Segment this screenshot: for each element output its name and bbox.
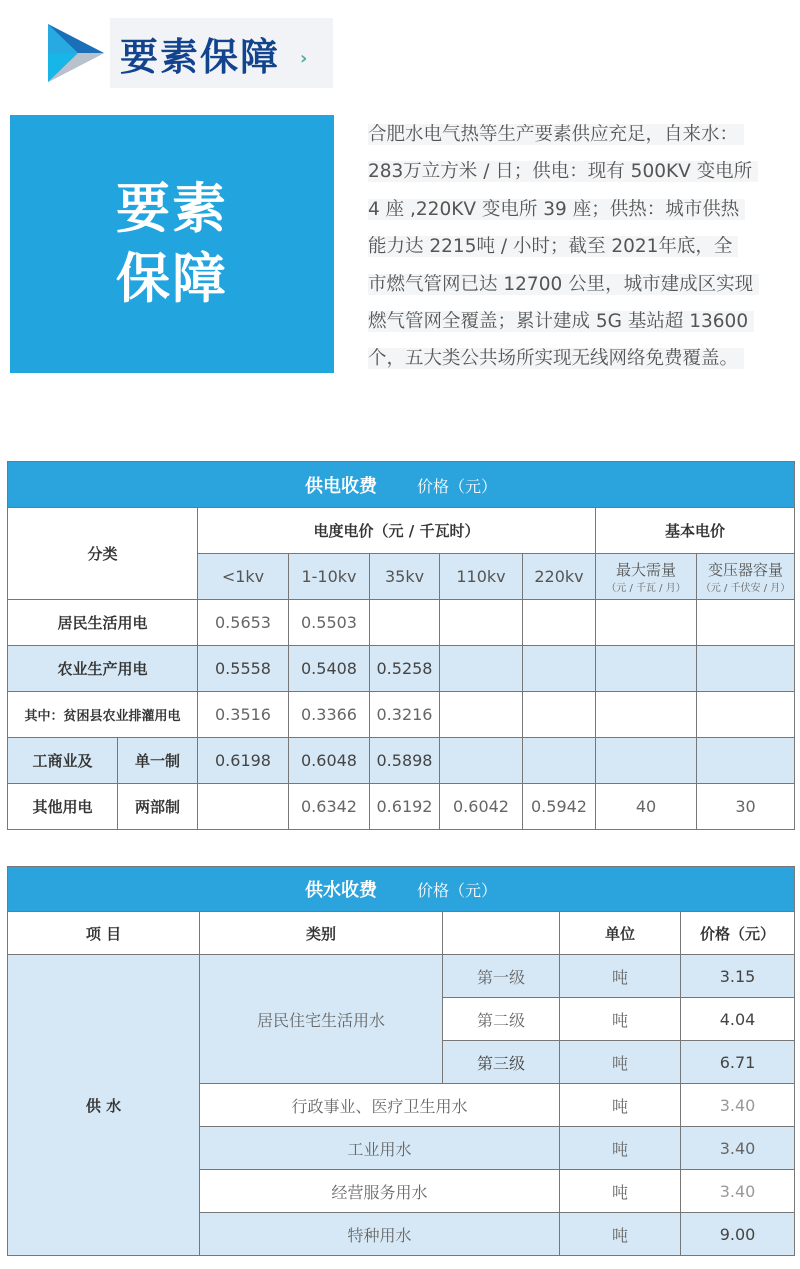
power-price-table [7, 461, 795, 830]
table-cell [596, 646, 697, 692]
row-label: 其他用电 [8, 784, 118, 830]
table-cell [596, 692, 697, 738]
table-row [8, 955, 795, 998]
intro-line: 4 座 ,220KV 变电所 39 座；供热：城市供热 [368, 191, 798, 228]
table-cell [198, 784, 289, 830]
chevron-right-icon: › [300, 48, 308, 69]
table-cell: 0.3216 [370, 692, 440, 738]
price-cell: 9.00 [681, 1213, 795, 1256]
table-cell: 0.5503 [289, 600, 370, 646]
table-cell: 0.3516 [198, 692, 289, 738]
unit-cell: 吨 [560, 955, 681, 998]
unit-cell: 吨 [560, 1170, 681, 1213]
row-label: 工商业及 [8, 738, 118, 784]
table-cell [523, 600, 596, 646]
table-row [8, 646, 795, 692]
table-cell: 0.5558 [198, 646, 289, 692]
tier-header [443, 912, 560, 955]
basic-price-header: 基本电价 [596, 508, 795, 554]
water-item-label: 供 水 [8, 955, 200, 1256]
row-label: 农业生产用电 [8, 646, 198, 692]
unit-cell: 吨 [560, 1041, 681, 1084]
price-cell: 3.40 [681, 1170, 795, 1213]
voltage-header: 220kv [523, 554, 596, 600]
table-cell: 0.6042 [440, 784, 523, 830]
residential-category: 居民住宅生活用水 [200, 955, 443, 1084]
tier-cell: 第三级 [443, 1041, 560, 1084]
intro-banner-line: 要素 [116, 177, 228, 240]
intro-line: 市燃气管网已达 12700 公里，城市建成区实现 [368, 266, 798, 303]
price-cell: 3.40 [681, 1084, 795, 1127]
category-header: 分类 [8, 508, 198, 600]
intro-line: 283万立方米 / 日；供电：现有 500KV 变电所 [368, 153, 798, 190]
table-cell: 30 [697, 784, 795, 830]
table-cell [697, 600, 795, 646]
row-label: 居民生活用电 [8, 600, 198, 646]
table-cell [523, 692, 596, 738]
power-table-unit: 价格（元） [417, 476, 498, 496]
table-cell [697, 738, 795, 784]
max-demand-header: 最大需量 （元 / 千瓦 / 月） [596, 554, 697, 600]
water-price-table [7, 866, 795, 1256]
power-table-caption [8, 462, 795, 508]
price-header: 价格（元） [681, 912, 795, 955]
table-cell [697, 692, 795, 738]
table-cell [523, 738, 596, 784]
water-table-title: 供水收费 [305, 880, 378, 901]
unit-cell: 吨 [560, 1213, 681, 1256]
table-cell [697, 646, 795, 692]
intro-line: 个，五大类公共场所实现无线网络免费覆盖。 [368, 340, 798, 377]
category-header: 类别 [200, 912, 443, 955]
table-cell: 0.5942 [523, 784, 596, 830]
transformer-capacity-header: 变压器容量 （元 / 千伏安 / 月） [697, 554, 795, 600]
table-cell: 0.5898 [370, 738, 440, 784]
table-cell [596, 600, 697, 646]
intro-line: 合肥水电气热等生产要素供应充足，自来水： [368, 116, 798, 153]
power-table-title: 供电收费 [305, 475, 378, 497]
row-sublabel: 两部制 [118, 784, 198, 830]
intro-banner [10, 115, 334, 373]
table-row [8, 600, 795, 646]
unit-cell: 吨 [560, 1127, 681, 1170]
table-cell: 0.6198 [198, 738, 289, 784]
table-row [8, 784, 795, 830]
price-cell: 3.15 [681, 955, 795, 998]
intro-line: 能力达 2215吨 / 小时；截至 2021年底，全 [368, 228, 798, 265]
table-cell: 0.6192 [370, 784, 440, 830]
voltage-header: 1-10kv [289, 554, 370, 600]
voltage-header: 35kv [370, 554, 440, 600]
voltage-header: 110kv [440, 554, 523, 600]
category-cell: 工业用水 [200, 1127, 560, 1170]
table-cell: 0.6342 [289, 784, 370, 830]
table-cell [596, 738, 697, 784]
section-header [38, 18, 333, 88]
intro-line: 燃气管网全覆盖；累计建成 5G 基站超 13600 [368, 303, 798, 340]
intro-paragraph [368, 116, 798, 378]
price-cell: 3.40 [681, 1127, 795, 1170]
table-cell [440, 738, 523, 784]
table-cell: 0.3366 [289, 692, 370, 738]
row-label: 其中：贫困县农业排灌用电 [8, 692, 198, 738]
table-cell: 0.5408 [289, 646, 370, 692]
unit-cell: 吨 [560, 998, 681, 1041]
intro-banner-line: 保障 [116, 247, 228, 310]
page-title: 要素保障 [120, 35, 281, 79]
price-cell: 6.71 [681, 1041, 795, 1084]
energy-price-header: 电度电价（元 / 千瓦时） [198, 508, 596, 554]
item-header: 项 目 [8, 912, 200, 955]
unit-cell: 吨 [560, 1084, 681, 1127]
tier-cell: 第二级 [443, 998, 560, 1041]
voltage-header: <1kv [198, 554, 289, 600]
table-cell: 40 [596, 784, 697, 830]
table-cell: 0.6048 [289, 738, 370, 784]
table-cell [370, 600, 440, 646]
table-cell [440, 646, 523, 692]
category-cell: 特种用水 [200, 1213, 560, 1256]
table-cell [440, 600, 523, 646]
water-table-caption [8, 867, 795, 912]
table-cell: 0.5258 [370, 646, 440, 692]
unit-header: 单位 [560, 912, 681, 955]
table-row [8, 738, 795, 784]
row-sublabel: 单一制 [118, 738, 198, 784]
table-cell [523, 646, 596, 692]
table-cell [440, 692, 523, 738]
table-cell: 0.5653 [198, 600, 289, 646]
water-table-unit: 价格（元） [417, 881, 498, 900]
price-cell: 4.04 [681, 998, 795, 1041]
category-cell: 经营服务用水 [200, 1170, 560, 1213]
table-row [8, 692, 795, 738]
tier-cell: 第一级 [443, 955, 560, 998]
category-cell: 行政事业、医疗卫生用水 [200, 1084, 560, 1127]
play-triangle-icon [38, 20, 108, 86]
